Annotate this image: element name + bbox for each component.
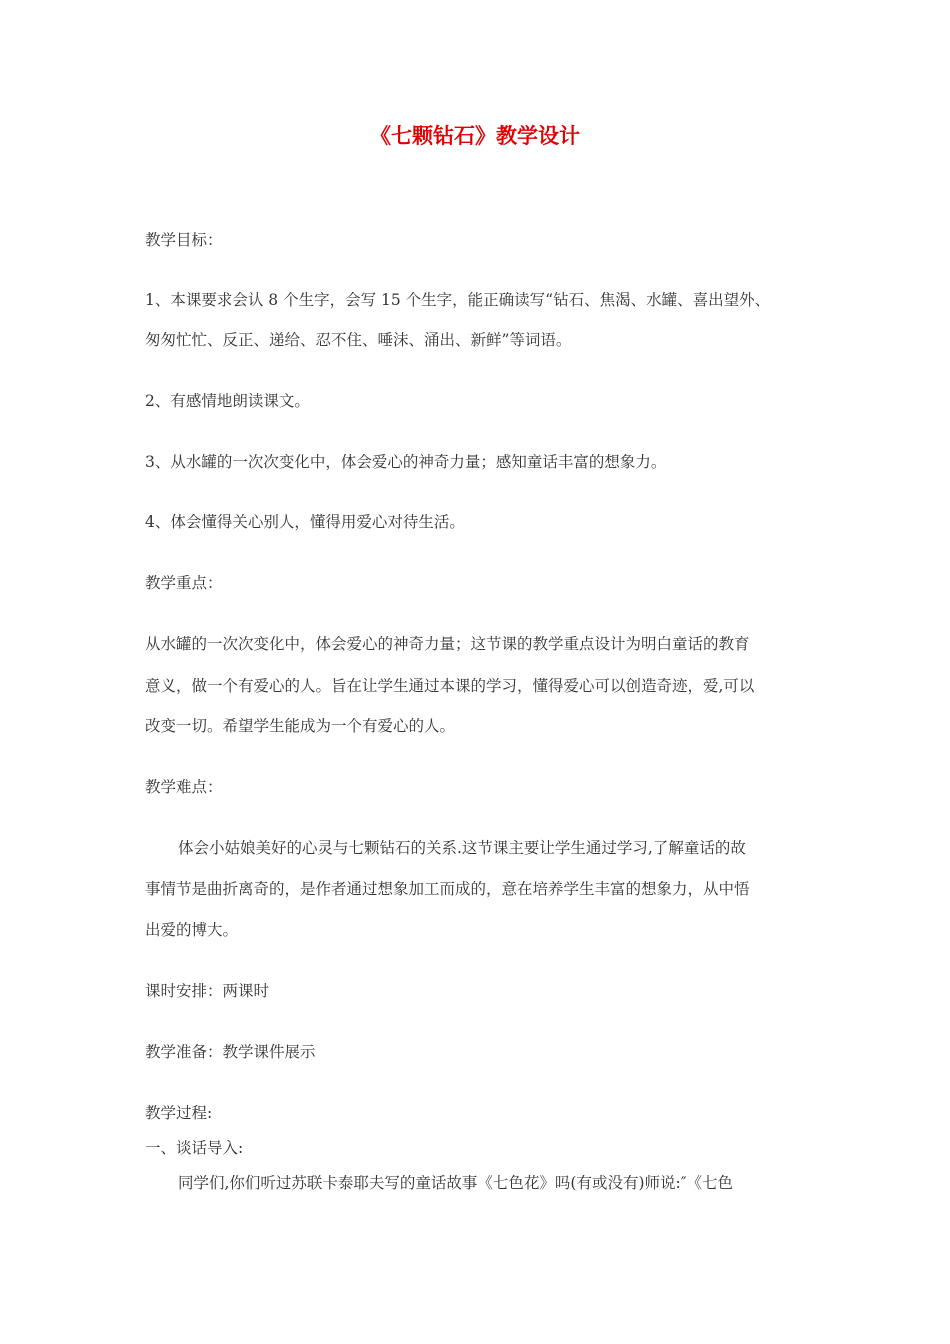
key-points-line-2: 意义，做一个有爱心的人。旨在让学生通过本课的学习，懂得爱心可以创造奇迹，爱,可以: [145, 677, 755, 695]
preparation-line: 教学准备：教学课件展示: [145, 1043, 316, 1061]
key-points-line-3: 改变一切。希望学生能成为一个有爱心的人。: [145, 717, 456, 735]
section-heading-difficulties: 教学难点：: [145, 778, 223, 796]
objective-2: 2、有感情地朗读课文。: [145, 392, 310, 410]
key-points-line-1: 从水罐的一次次变化中，体会爱心的神奇力量；这节课的教学重点设计为明白童话的教育: [145, 635, 750, 653]
objective-1-line-2: 匆匆忙忙、反正、递给、忍不住、唾沫、涌出、新鲜”等词语。: [145, 331, 572, 349]
process-step-1-heading: 一、谈话导入:: [145, 1139, 244, 1157]
difficulties-line-1: 体会小姑娘美好的心灵与七颗钻石的关系.这节课主要让学生通过学习,了解童话的故: [178, 839, 746, 857]
objective-1-line-1: 1、本课要求会认 8 个生字，会写 15 个生字，能正确读写“钻石、焦渴、水罐、喜出望外、: [145, 291, 771, 309]
difficulties-line-2: 事情节是曲折离奇的，是作者通过想象加工而成的，意在培养学生丰富的想象力，从中悟: [145, 880, 750, 898]
difficulties-line-3: 出爱的博大。: [145, 921, 239, 939]
objective-3: 3、从水罐的一次次变化中，体会爱心的神奇力量；感知童话丰富的想象力。: [145, 453, 667, 471]
section-heading-key-points: 教学重点：: [145, 574, 223, 592]
section-heading-objectives: 教学目标：: [145, 231, 223, 249]
objective-4: 4、体会懂得关心别人，懂得用爱心对待生活。: [145, 513, 465, 531]
section-heading-process: 教学过程:: [145, 1104, 213, 1122]
schedule-line: 课时安排：两课时: [145, 982, 270, 1000]
process-step-1-text: 同学们,你们听过苏联卡泰耶夫写的童话故事《七色花》吗(有或没有)师说:″《七色: [178, 1174, 734, 1192]
document-title: 《七颗钻石》教学设计: [370, 123, 580, 148]
